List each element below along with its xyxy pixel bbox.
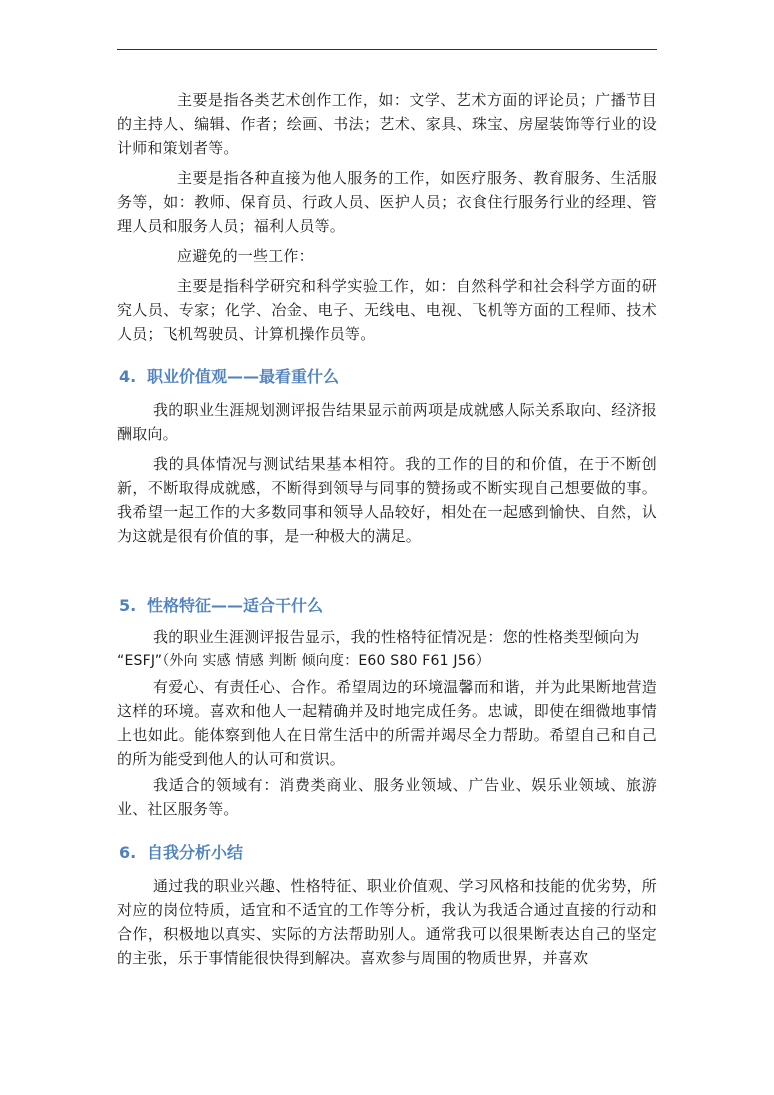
paragraph-science-work: 主要是指科学研究和科学实验工作，如：自然科学和社会科学方面的研究人员、专家；化学、冶金、电子、无线电、电视、飞机等方面的工程师、技术人员；飞机驾驶员、计算机操作员等。 (117, 277, 657, 343)
section-6-heading (117, 841, 657, 865)
paragraph-art-work: 主要是指各类艺术创作工作，如：文学、艺术方面的评论员；广播节目的主持人、编辑、作者；绘画、书法；艺术、家具、珠宝、房屋装饰等行业的设计师和策划者等。 (117, 91, 657, 157)
section-6-number: 6. (119, 843, 137, 862)
section-4-paragraph: 我的职业生涯规划测评报告结果显示前两项是成就感人际关系取向、经济报酬取向。 (117, 401, 657, 443)
section-5-number: 5. (119, 596, 137, 615)
section-5-title: 性格特征——适合干什么 (147, 596, 324, 615)
document-body (117, 88, 657, 970)
section-6-paragraph: 通过我的职业兴趣、性格特征、职业价值观、学习风格和技能的优劣势，所对应的岗位特质，适宜和不适宜的工作等分析，我认为我适合通过直接的行动和合作，积极地以真实、实际的方法帮助别人。通常我可以很果断表达自己的坚定的主张，乐于事情能很快得到解决。喜欢参与周围的物质世界，并喜欢 (117, 877, 657, 967)
section-5-paragraph: 有爱心、有责任心、合作。希望周边的环境温馨而和谐，并为此果断地营造这样的环境。喜欢和他人一起精确并及时地完成任务。忠诚，即使在细微地事情上也如此。能体察到他人在日常生活中的所需并竭尽全力帮助。希望自己和自己的所为能受到他人的认可和赏识。 (117, 678, 657, 768)
section-4-paragraph: 我的具体情况与测试结果基本相符。我的工作的目的和价值，在于不断创新，不断取得成就感，不断得到领导与同事的赞扬或不断实现自己想要做的事。我希望一起工作的大多数同事和领导人品较好，相处在一起感到愉快、自然，认为这就是很有价值的事，是一种极大的满足。 (117, 455, 657, 545)
paragraph-service-work: 主要是指各种直接为他人服务的工作，如医疗服务、教育服务、生活服务等，如：教师、保育员、行政人员、医护人员；衣食住行服务行业的经理、管理人员和服务人员；福利人员等。 (117, 169, 657, 235)
section-4-title: 职业价值观——最看重什么 (147, 367, 340, 386)
section-5-paragraph: 我适合的领域有：消费类商业、服务业领域、广告业、娱乐业领域、旅游业、社区服务等。 (117, 776, 657, 818)
section-4-heading (117, 365, 657, 389)
paragraph-avoid-label: 应避免的一些工作： (177, 247, 314, 265)
section-6-title: 自我分析小结 (147, 843, 244, 862)
section-5-intro: 我的职业生涯测评报告显示，我的性格特征情况是：您的性格类型倾向为 (153, 628, 640, 646)
header-rule (117, 49, 657, 50)
section-5-heading (117, 594, 657, 618)
section-4-number: 4. (119, 367, 137, 386)
section-5-type-line: “ESFJ”（外向 实感 情感 判断 倾向度：E60 S80 F61 J56） (117, 653, 491, 669)
